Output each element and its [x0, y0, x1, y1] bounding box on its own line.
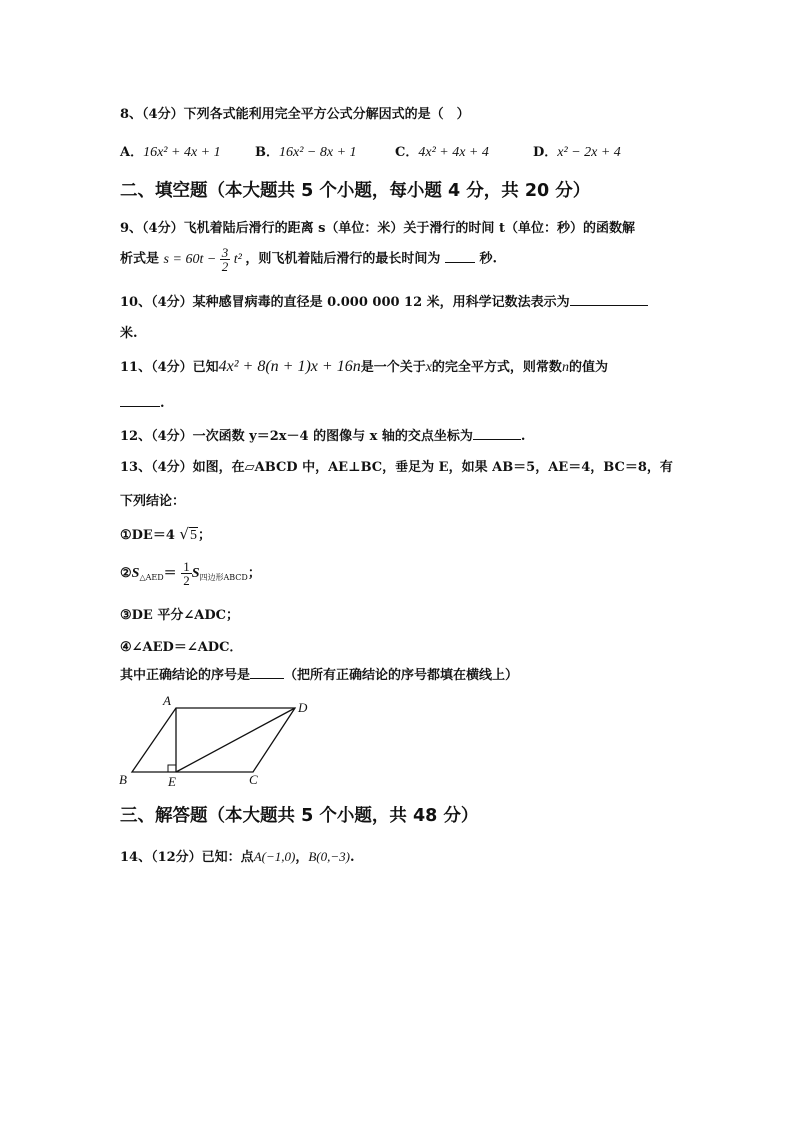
- section-2-heading: 二、填空题（本大题共 5 个小题，每小题 4 分，共 20 分）: [120, 181, 591, 201]
- q13-conclusion-3: ③DE 平分∠ADC；: [120, 608, 239, 623]
- q13-conclusion-4: ④∠AED＝∠ADC．: [120, 640, 243, 655]
- q11-answer-blank[interactable]: [120, 394, 160, 407]
- label-c: C: [249, 772, 258, 787]
- q14: 14、（12分）已知：点A(−1,0)，B(0,−3).: [120, 849, 355, 865]
- q9-line2: 析式是 s = 60t − $\frac{3}{2}$ t² ，则飞机着陆后滑行的最长时间为 秒.: [120, 245, 497, 274]
- q8-option-b[interactable]: B．16x² − 8x + 1: [255, 145, 357, 160]
- q8-option-c[interactable]: C．4x² + 4x + 4: [395, 145, 489, 160]
- label-d: D: [298, 700, 308, 715]
- q10-line2: 米.: [120, 326, 138, 341]
- parallelogram-abcd: [132, 708, 295, 772]
- q13-line2: 下列结论：: [120, 494, 186, 509]
- q12-answer-blank[interactable]: [473, 427, 521, 440]
- q8-option-a[interactable]: A．16x² + 4x + 1: [120, 145, 221, 160]
- q13-line1: 13、（4分）如图，在▱ABCD 中，AE⊥BC，垂足为 E，如果 AB＝5，AE＝4，BC＝8，有: [120, 460, 673, 475]
- q9-answer-blank[interactable]: [445, 250, 475, 263]
- q11-line1: 11、（4分）已知4x² + 8(n + 1)x + 16n是一个关于x的完全平方式，则常数n的值为: [120, 358, 608, 375]
- segment-ed: [176, 708, 295, 772]
- q9-line1: 9、（4分）飞机着陆后滑行的距离 s（单位：米）关于滑行的时间 t（单位：秒）的函数解: [120, 221, 635, 236]
- q13-answer-line: 其中正确结论的序号是 （把所有正确结论的序号都填在横线上）: [120, 668, 519, 683]
- q13-conclusion-2: $②S_{\triangle AED}=$ $\frac{1}{2}$ $S_{四边形ABCD}$；: [120, 559, 261, 588]
- q13-fraction: $\frac{1}{2}$: [183, 559, 190, 588]
- q11-line2: .: [120, 394, 165, 411]
- q11-expression: 4x² + 8(n + 1)x + 16n: [218, 358, 361, 375]
- q10-line1: 10、（4分）某种感冒病毒的直径是 0.000 000 12 米，用科学记数法表示为: [120, 291, 648, 310]
- q9-fraction: $\frac{3}{2}$: [221, 245, 229, 274]
- q8-option-d[interactable]: D．x² − 2x + 4: [533, 145, 621, 160]
- q13-answer-blank[interactable]: [250, 666, 284, 679]
- q9-expression: s = 60t − $\frac{3}{2}$ t²: [163, 245, 242, 274]
- parallelogram-figure: [110, 690, 330, 795]
- q12: 12、（4分）一次函数 y＝2x－4 的图像与 x 轴的交点坐标为 .: [120, 429, 526, 444]
- label-e: E: [168, 774, 176, 789]
- q8-stem: 8、（4分）下列各式能利用完全平方公式分解因式的是（ ）: [120, 107, 470, 122]
- sqrt-icon: √: [179, 525, 189, 543]
- q13-conclusion-1: ①DE＝4 √5；: [120, 525, 211, 543]
- section-3-heading: 三、解答题（本大题共 5 个小题，共 48 分）: [120, 806, 479, 826]
- label-a: A: [163, 693, 171, 708]
- q10-answer-blank[interactable]: [570, 293, 648, 306]
- right-angle-mark-icon: [168, 765, 176, 772]
- label-b: B: [119, 772, 127, 787]
